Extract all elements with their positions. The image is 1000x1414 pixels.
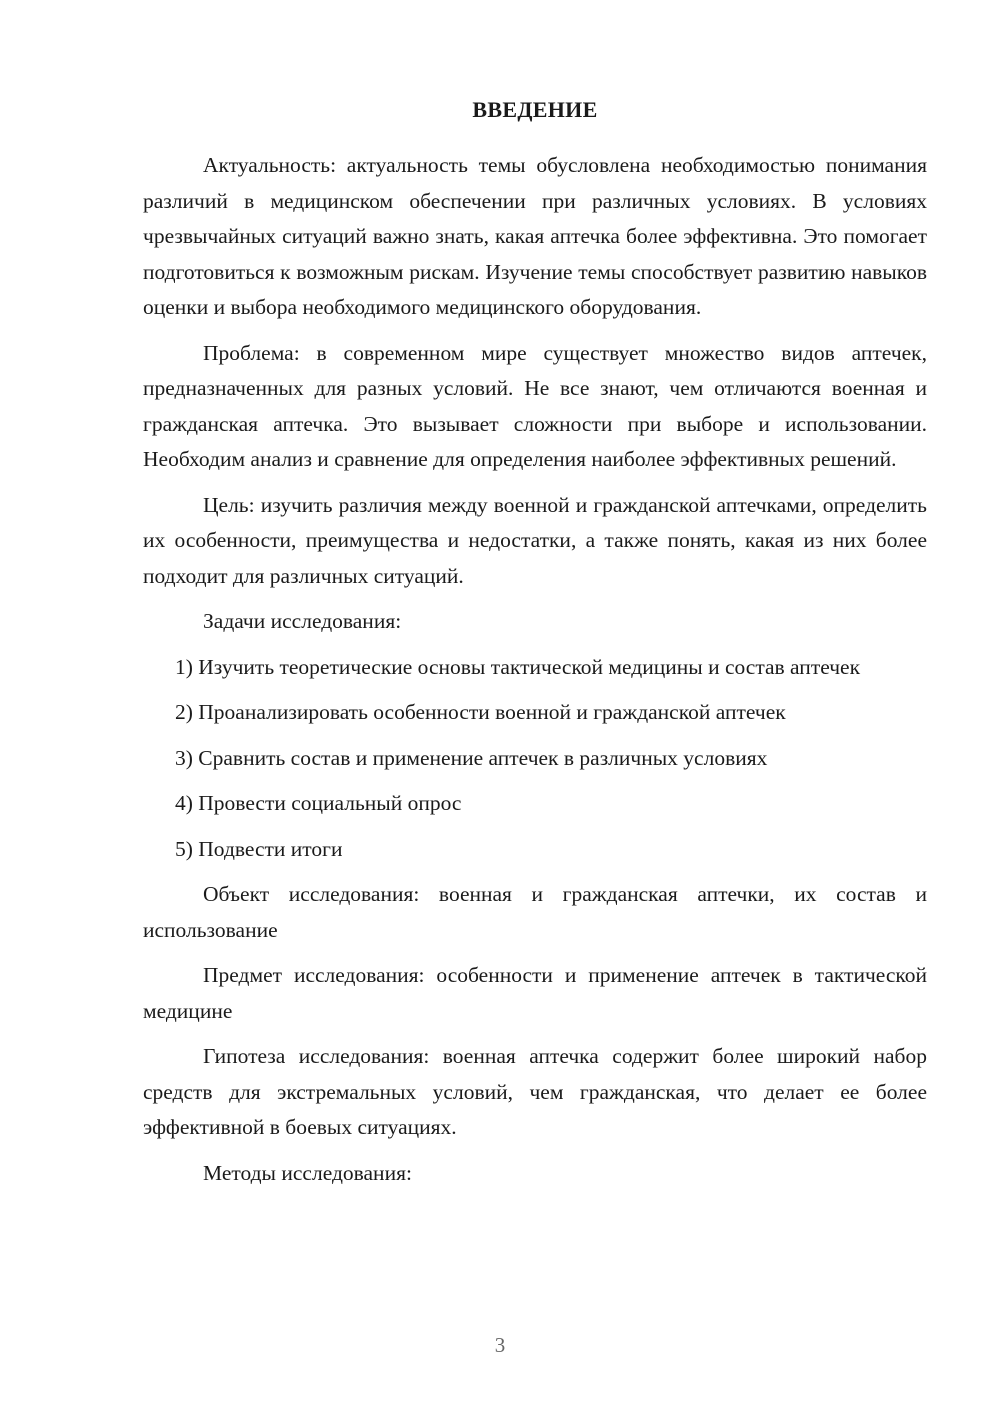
relevance-paragraph: Актуальность: актуальность темы обусловлена необходимостью понимания различий в медицинском обеспечении при различных условиях. В условиях чрезвычайных ситуаций важно знать, какая аптечка более эффективна. Это помогает подготовиться к возможным рискам. Изучение темы способствует развитию навыков оценки и выбора необходимого медицинского оборудования. bbox=[143, 153, 927, 319]
hypothesis-paragraph: Гипотеза исследования: военная аптечка содержит более широкий набор средств для экстремальных условий, чем гражданская, что делает ее более эффективной в боевых ситуациях. bbox=[143, 1044, 927, 1139]
task-item: 5) Подвести итоги bbox=[175, 836, 343, 861]
goal-paragraph: Цель: изучить различия между военной и гражданской аптечками, определить их особенности, преимущества и недостатки, а также понять, какая из них более подходит для различных ситуаций. bbox=[143, 492, 927, 588]
problem-paragraph: Проблема: в современном мире существует множество видов аптечек, предназначенных для разных условий. Не все знают, чем отличаются военная и гражданская аптечка. Это вызывает сложности при выборе и использовании. Необходим анализ и сравнение для определения наиболее эффективных решений. bbox=[143, 340, 927, 471]
methods-heading: Методы исследования: bbox=[203, 1160, 412, 1185]
task-item: 4) Провести социальный опрос bbox=[175, 791, 462, 815]
page-number: 3 bbox=[494, 1333, 506, 1357]
task-item: 3) Сравнить состав и применение аптечек в различных условиях bbox=[175, 745, 768, 770]
tasks-heading: Задачи исследования: bbox=[203, 609, 402, 633]
task-item: 1) Изучить теоретические основы тактической медицины и состав аптечек bbox=[175, 654, 861, 679]
task-item: 2) Проанализировать особенности военной и гражданской аптечек bbox=[175, 700, 786, 724]
object-paragraph: Объект исследования: военная и гражданская аптечки, их состав и использование bbox=[143, 882, 927, 942]
document-page bbox=[143, 92, 927, 1201]
page-title: ВВЕДЕНИЕ bbox=[472, 97, 598, 122]
subject-paragraph: Предмет исследования: особенности и применение аптечек в тактической медицине bbox=[143, 963, 927, 1023]
